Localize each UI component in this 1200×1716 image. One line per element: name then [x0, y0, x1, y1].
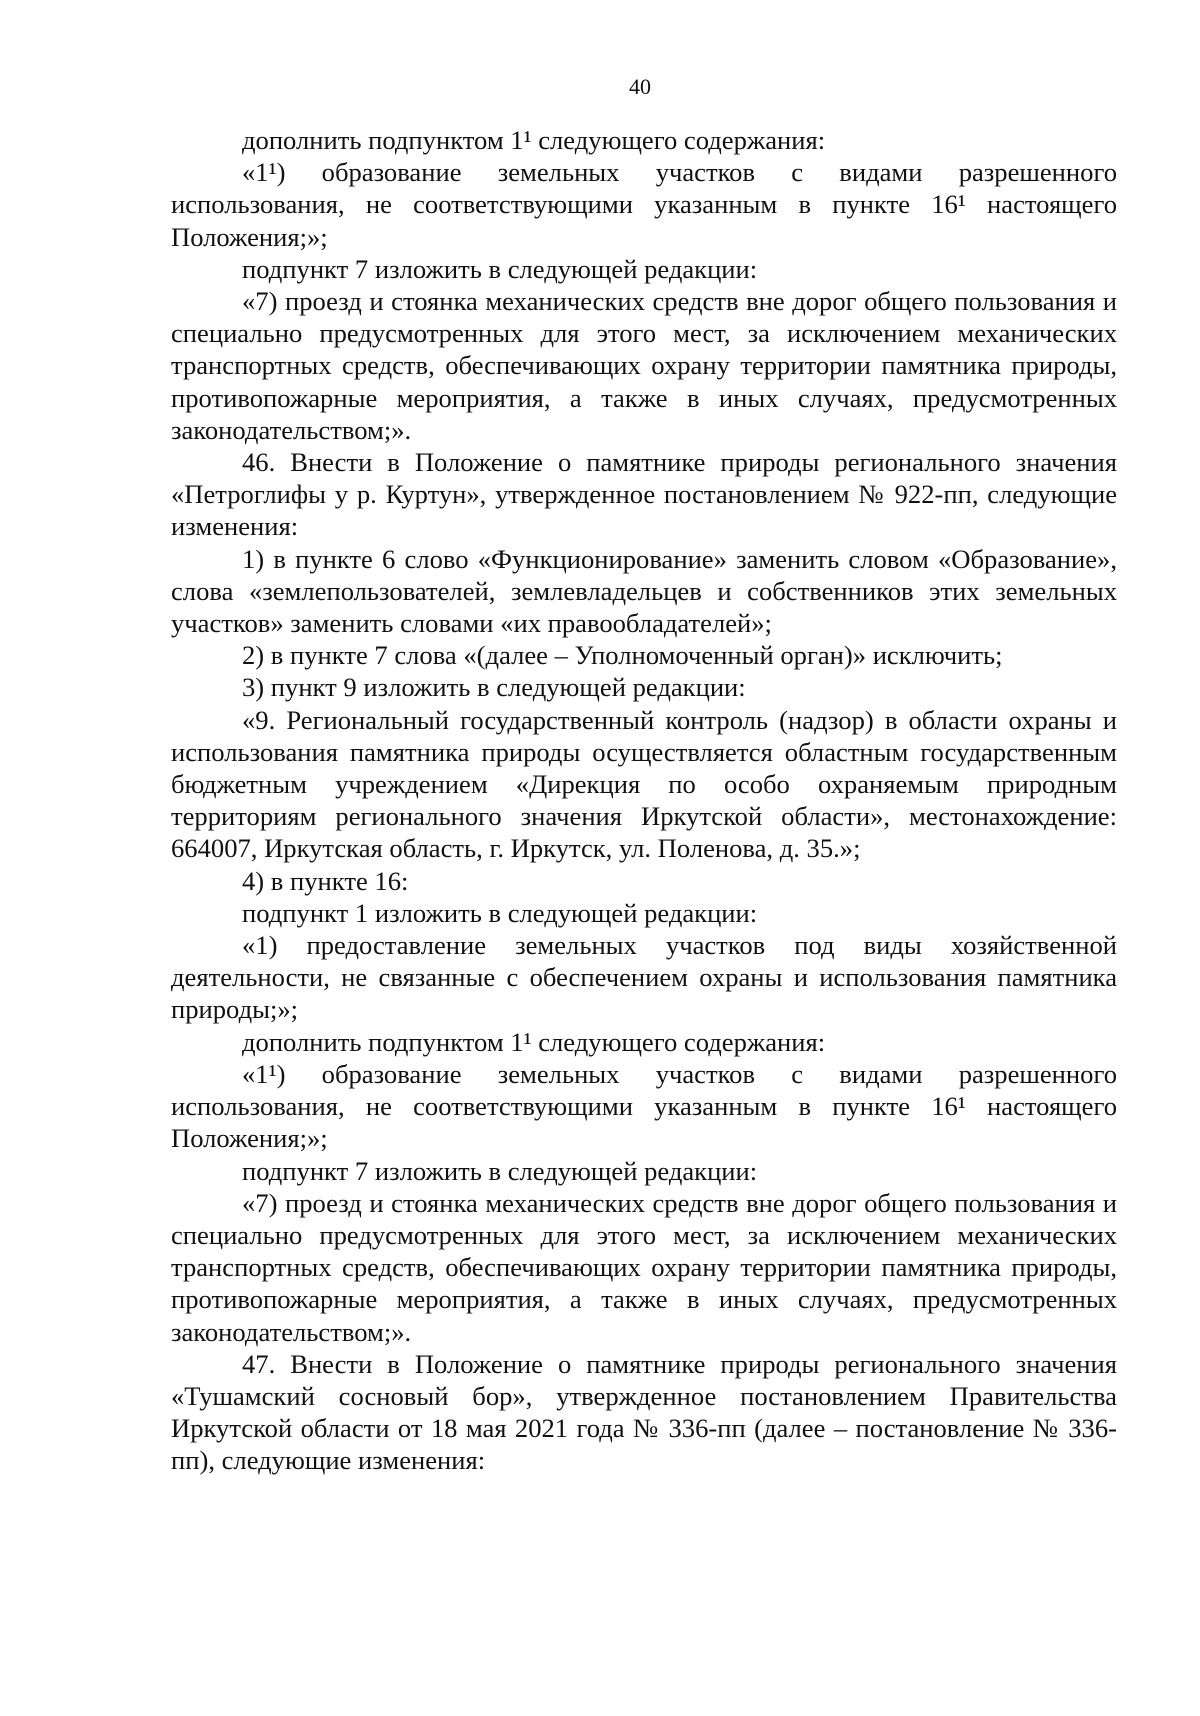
paragraph: 3) пункт 9 изложить в следующей редакции: — [242, 672, 746, 703]
paragraph: подпункт 7 изложить в следующей редакции: — [242, 1155, 758, 1186]
paragraph: подпункт 7 изложить в следующей редакции: — [242, 253, 758, 284]
paragraph: дополнить подпунктом 1¹ следующего содержания: — [242, 1026, 826, 1057]
paragraph: 1) в пункте 6 слово «Функционирование» заменить словом «Образование», слова «землепользователей, землевладельцев и собственников этих земельных участков» заменить словами «их правообладателей»; — [171, 543, 1117, 639]
paragraph: дополнить подпунктом 1¹ следующего содержания: — [242, 125, 826, 155]
paragraph: подпункт 1 изложить в следующей редакции: — [242, 897, 758, 928]
paragraph: 2) в пункте 7 слова «(далее – Уполномоченный орган)» исключить; — [242, 640, 1003, 671]
paragraph: 4) в пункте 16: — [242, 865, 409, 896]
paragraph: «1) предоставление земельных участков под виды хозяйственной деятельности, не связанные с обеспечением охраны и использования памятника природы;»; — [171, 930, 1117, 1025]
page-number: 40 — [629, 74, 651, 99]
paragraph: «1¹) образование земельных участков с видами разрешенного использования, не соответствующими указанным в пункте 16¹ настоящего Положения;»; — [171, 157, 1117, 252]
paragraph: 46. Внести в Положение о памятнике природы регионального значения «Петроглифы у р. Куртун», утвержденное постановлением № 922-пп, следующие изменения: — [171, 447, 1117, 542]
paragraph: «7) проезд и стоянка механических средств вне дорог общего пользования и специально предусмотренных для этого мест, за исключением механических транспортных средств, обеспечивающих охрану территории памятника природы, противопожарные мероприятия, а также в иных случаях, предусмотренных законодательством;». — [171, 1187, 1117, 1347]
paragraph: «1¹) образование земельных участков с видами разрешенного использования, не соответствующими указанным в пункте 16¹ настоящего Положения;»; — [171, 1058, 1117, 1154]
document-body — [171, 124, 1117, 1477]
paragraph: 47. Внести в Положение о памятнике природы регионального значения «Тушамский сосновый бор», утвержденное постановлением Правительства Иркутской области от 18 мая 2021 года № 336-пп (далее – постановление № 336-пп), следующие изменения: — [171, 1348, 1117, 1476]
paragraph: «9. Региональный государственный контроль (надзор) в области охраны и использования памятника природы осуществляется областным государственным бюджетным учреждением «Дирекция по особо охраняемым природным территориям регионального значения Иркутской области», местонахождение: 664007, Иркутская область, г. Иркутск, ул. Поленова, д. 35.»; — [171, 704, 1117, 864]
paragraph: «7) проезд и стоянка механических средств вне дорог общего пользования и специально предусмотренных для этого мест, за исключением механических транспортных средств, обеспечивающих охрану территории памятника природы, противопожарные мероприятия, а также в иных случаях, предусмотренных законодательством;». — [171, 286, 1117, 445]
